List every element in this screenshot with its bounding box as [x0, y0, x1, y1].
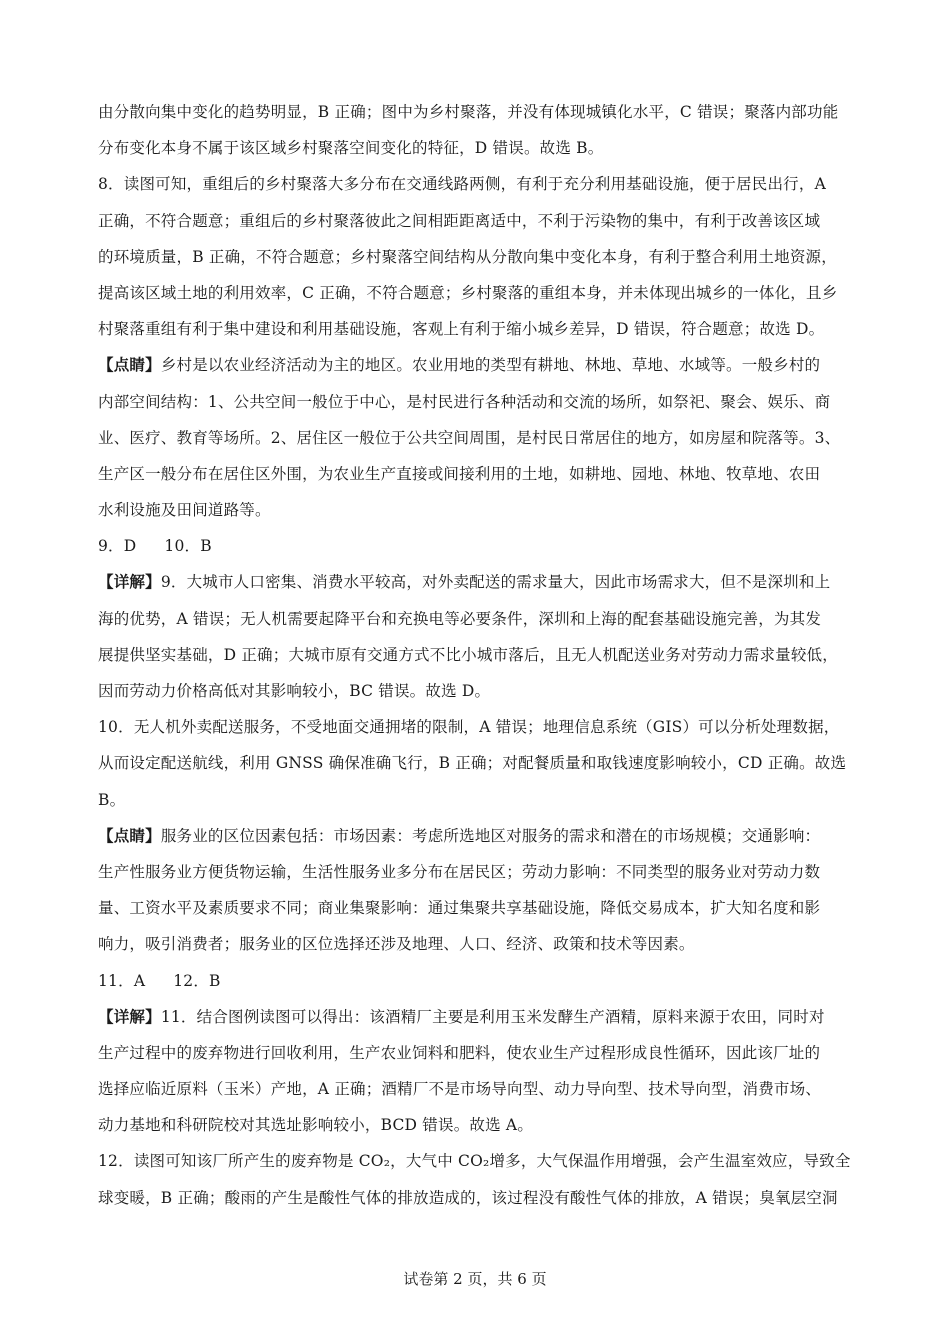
text-line	[98, 601, 858, 637]
line-text: 的环境质量，B 正确，不符合题意；乡村聚落空间结构从分散向集中变化本身，有利于整合利用土地资源，	[98, 247, 837, 266]
line-text: 内部空间结构：1、公共空间一般位于中心，是村民进行各种活动和交流的场所，如祭祀、聚会、娱乐、商	[98, 392, 831, 411]
text-line	[98, 637, 858, 673]
section-tag: 【详解】	[98, 572, 161, 592]
line-text: 生产区一般分布在居住区外围，为农业生产直接或间接利用的土地，如耕地、园地、林地、牧草地、农田	[98, 464, 821, 483]
line-text: 9．大城市人口密集、消费水平较高，对外卖配送的需求量大，因此市场需求大，但不是深圳和上	[160, 573, 831, 592]
answer-key: 9．D	[98, 537, 137, 556]
answer-key-line	[98, 528, 858, 564]
text-line	[98, 926, 858, 962]
text-line	[98, 1180, 858, 1216]
text-line	[98, 890, 858, 926]
line-text: 因而劳动力价格高低对其影响较小，BC 错误。故选 D。	[98, 682, 491, 700]
line-text: 分布变化本身不属于该区域乡村聚落空间变化的特征，D 错误。故选 B。	[98, 139, 604, 158]
line-text: 球变暖，B 正确；酸雨的产生是酸性气体的排放造成的，该过程没有酸性气体的排放，A 错误；臭氧层空洞	[98, 1188, 838, 1207]
line-text: 正确，不符合题意；重组后的乡村聚落彼此之间相距距离适中，不利于污染物的集中，有利于改善该区域	[98, 211, 821, 230]
text-line	[98, 1071, 858, 1107]
answer-key: 12．B	[173, 971, 221, 990]
answer-key: 11．A	[98, 971, 146, 990]
line-text: 从而设定配送航线，利用 GNSS 确保准确飞行，B 正确；对配餐质量和取钱速度影响较小，CD 正确。故选	[98, 754, 847, 773]
line-text: 展提供坚实基础，D 正确；大城市原有交通方式不比小城市落后，且无人机配送业务对劳动力需求量较低，	[98, 645, 838, 664]
line-text: 由分散向集中变化的趋势明显，B 正确；图中为乡村聚落，并没有体现城镇化水平，C 错误；聚落内部功能	[98, 103, 839, 121]
line-text: 选择应临近原料（玉米）产地，A 正确；酒精厂不是市场导向型、动力导向型、技术导向型，消费市场、	[98, 1080, 822, 1099]
line-text: 服务业的区位因素包括：市场因素：考虑所选地区对服务的需求和潜在的市场规模；交通影响：	[160, 826, 821, 845]
text-line	[98, 347, 858, 383]
text-line	[98, 709, 858, 745]
text-line	[98, 673, 858, 709]
line-text: 海的优势，A 错误；无人机需要起降平台和充换电等必要条件，深圳和上海的配套基础设施完善，为其发	[98, 609, 822, 628]
text-line	[98, 564, 858, 600]
line-text: 生产性服务业方便货物运输，生活性服务业多分布在居民区；劳动力影响：不同类型的服务业对劳动力数	[98, 862, 821, 881]
answer-key-line	[98, 963, 858, 999]
text-line	[98, 239, 858, 275]
text-line	[98, 1107, 858, 1143]
text-line	[98, 166, 858, 202]
line-text: 水利设施及田间道路等。	[98, 501, 271, 520]
text-line	[98, 130, 858, 166]
answer-key: 10．B	[164, 537, 212, 556]
section-tag: 【点睛】	[98, 825, 161, 845]
text-line	[98, 1035, 858, 1071]
text-line	[98, 999, 858, 1035]
line-text: 动力基地和科研院校对其选址影响较小，BCD 错误。故选 A。	[98, 1116, 534, 1135]
section-tag: 【点睛】	[98, 355, 161, 375]
line-text: 村聚落重组有利于集中建设和利用基础设施，客观上有利于缩小城乡差异，D 错误，符合题意；故选 D。	[98, 320, 825, 339]
line-text: 响力，吸引消费者；服务业的区位选择还涉及地理、人口、经济、政策和技术等因素。	[98, 935, 695, 954]
text-line	[98, 492, 858, 528]
line-text: 业、医疗、教育等场所。2、居住区一般位于公共空间周围，是村民日常居住的地方，如房屋和院落等。3、	[98, 428, 841, 447]
line-text: 12．读图可知该厂所产生的废弃物是 CO₂，大气中 CO₂增多，大气保温作用增强，会产生温室效应，导致全	[98, 1152, 851, 1171]
text-line	[98, 203, 858, 239]
text-line	[98, 1143, 858, 1179]
text-line	[98, 420, 858, 456]
text-line	[98, 94, 858, 130]
line-text: 10．无人机外卖配送服务，不受地面交通拥堵的限制，A 错误；地理信息系统（GIS）可以分析处理数据，	[98, 718, 840, 737]
text-line	[98, 782, 858, 818]
text-line	[98, 745, 858, 781]
line-text: 生产过程中的废弃物进行回收利用，生产农业饲料和肥料，使农业生产过程形成良性循环，因此该厂址的	[98, 1043, 821, 1062]
text-line	[98, 384, 858, 420]
text-line	[98, 311, 858, 347]
line-text: B。	[98, 790, 126, 809]
line-text: 乡村是以农业经济活动为主的地区。农业用地的类型有耕地、林地、草地、水域等。一般乡村的	[160, 356, 821, 375]
text-line	[98, 818, 858, 854]
line-text: 8．读图可知，重组后的乡村聚落大多分布在交通线路两侧，有利于充分利用基础设施，便于居民出行，A	[98, 175, 826, 194]
line-text: 11．结合图例读图可以得出：该酒精厂主要是利用玉米发酵生产酒精，原料来源于农田，同时对	[160, 1007, 825, 1026]
line-text: 提高该区域土地的利用效率，C 正确，不符合题意；乡村聚落的重组本身，并未体现出城乡的一体化，且乡	[98, 283, 838, 302]
answer-explanation-text	[98, 94, 858, 1216]
text-line	[98, 275, 858, 311]
text-line	[98, 854, 858, 890]
text-line	[98, 456, 858, 492]
page-footer: 试卷第 2 页，共 6 页	[403, 1270, 547, 1288]
section-tag: 【详解】	[98, 1006, 161, 1026]
line-text: 量、工资水平及素质要求不同；商业集聚影响：通过集聚共享基础设施，降低交易成本，扩大知名度和影	[98, 899, 821, 918]
